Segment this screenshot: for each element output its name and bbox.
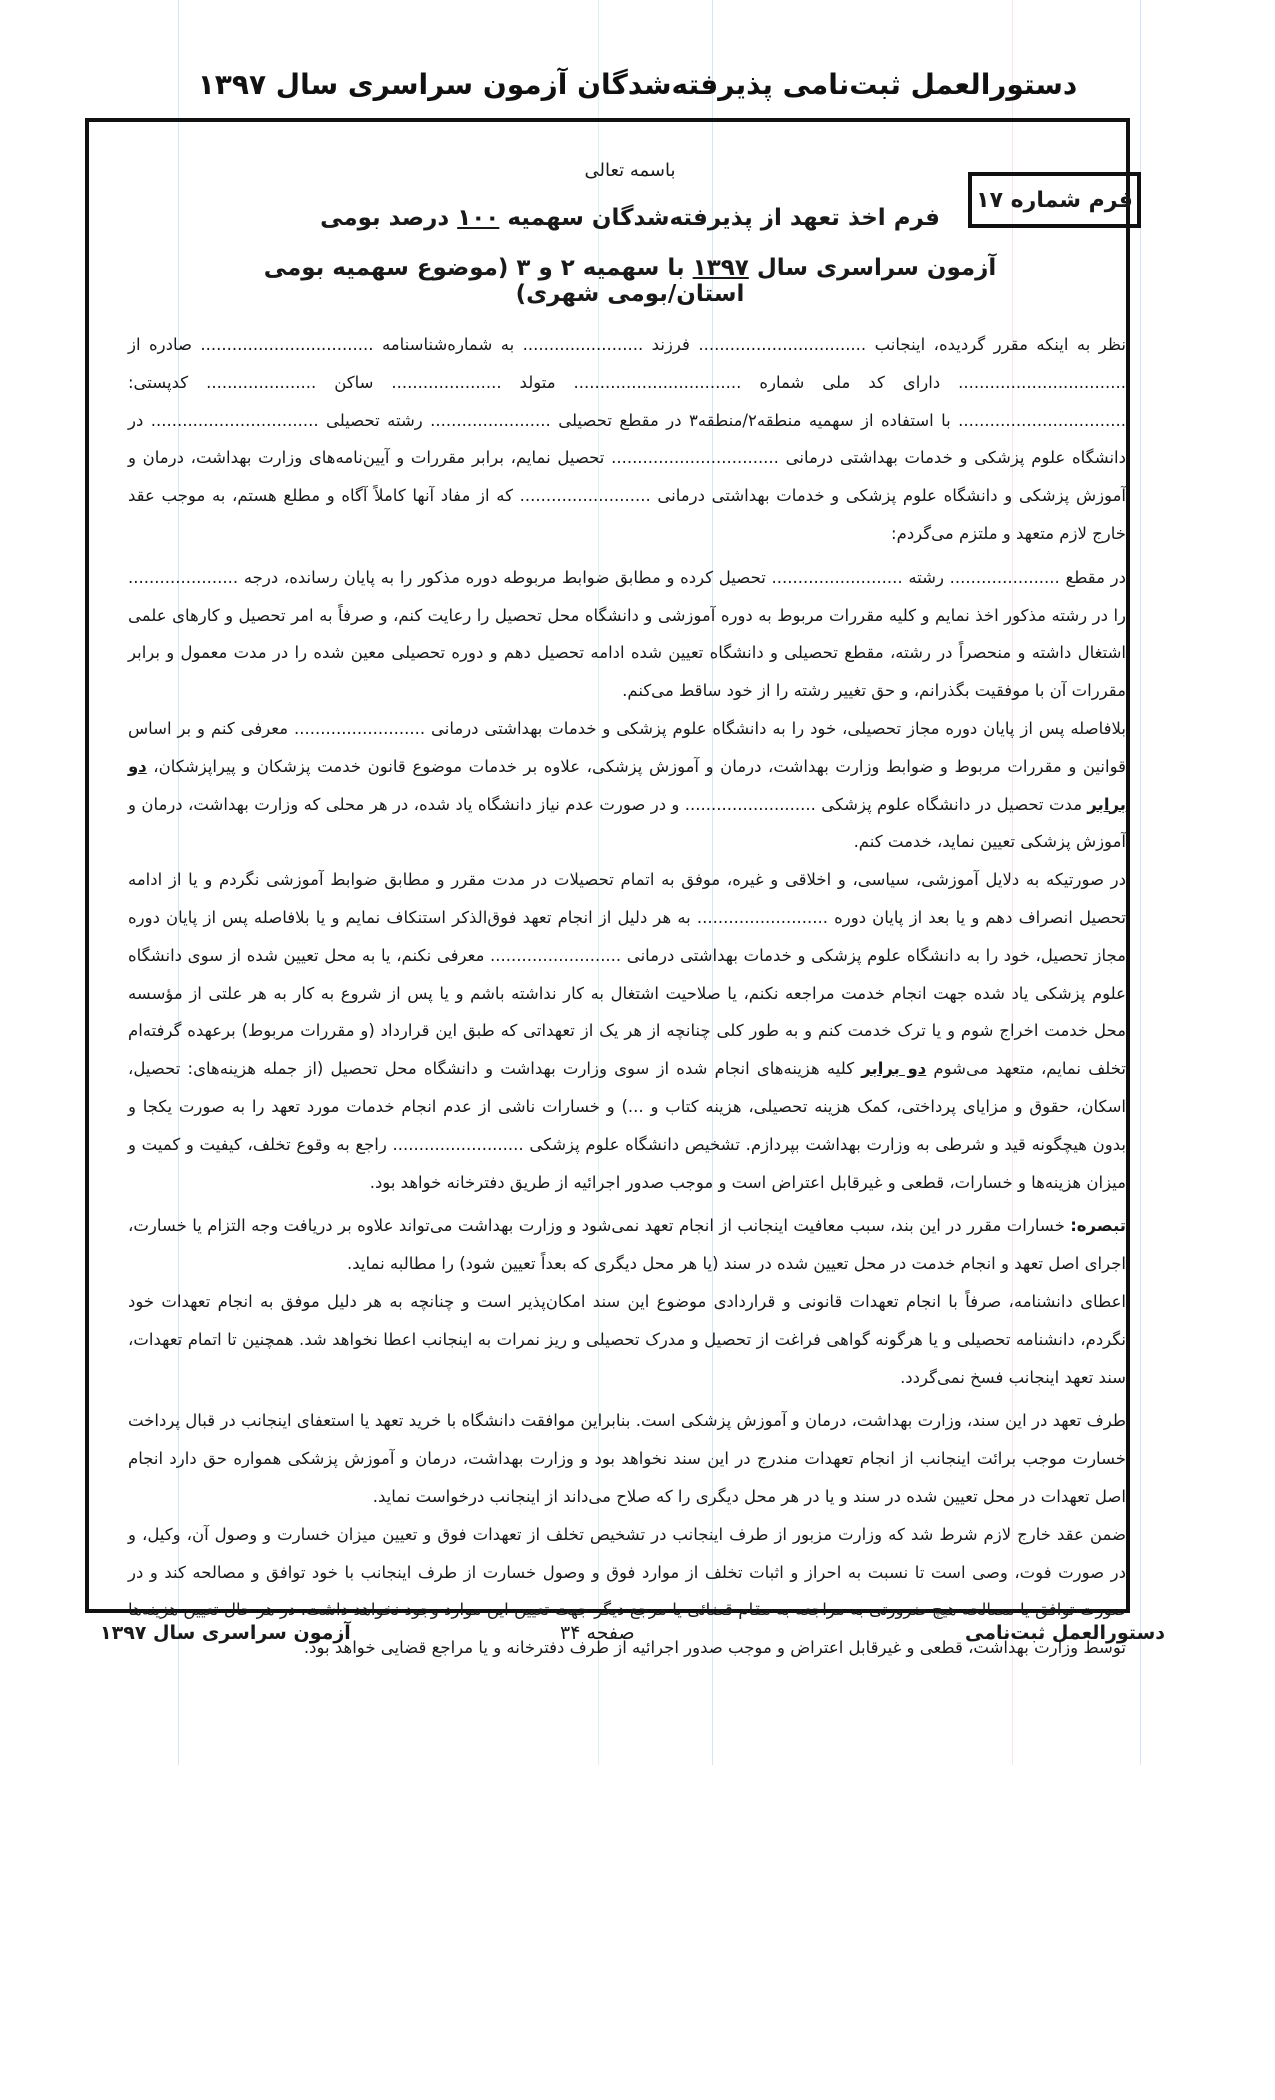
paragraph-violation-pre: در صورتیکه به دلایل آموزشی، سیاسی، و اخلاقی و غیره، موفق به اتمام تحصیلات در مدت مقرر و مطابق ضوابط آموزشی نگردم و یا از ادامه تحصیل انصراف دهم و یا بعد از پایان دوره ......................... به هر دلیل از انجام تعهد فوق‌الذکر استنکاف نمایم و یا بلافاصله پس از پایان دوره مجاز تحصیل، خود را به دانشگاه علوم پزشکی و خدمات بهداشتی درمانی ......................... معرفی نکنم، یا به محل تعیین شده از سوی دانشگاه علوم پزشکی یاد شده جهت انجام خدمت مراجعه نکنم، یا صلاحیت اشتغال به کار نداشته باشم و یا پس از شروع به کار به هر علتی از مؤسسه محل خدمت اخراج شوم و یا ترک خدمت کنم و به طور کلی چنانچه از هر یک از تعهداتی که طبق این قرارداد (و مقررات مربوط) برعهده گرفته‌ام تخلف نمایم، متعهد می‌شوم: [128, 870, 1126, 1079]
paragraph-violation: [128, 861, 1126, 1201]
form-title-pre: فرم اخذ تعهد از پذیرفته‌شدگان سهمیه: [499, 205, 940, 231]
paragraph-service-pre: بلافاصله پس از پایان دوره مجاز تحصیلی، خود را به دانشگاه علوم پزشکی و خدمات بهداشتی درمانی ......................... معرفی کنم و بر اساس قوانین و مقررات مربوط و ضوابط وزارت بهداشت، درمان و آموزش پزشکی، علاوه بر خدمات موضوع قانون خدمت پزشکان و پیراپزشکان،: [128, 718, 1126, 776]
paragraph-note: [128, 1207, 1126, 1283]
note-text: خسارات مقرر در این بند، سبب معافیت اینجانب از انجام تعهد نمی‌شود و وزارت بهداشت می‌تواند علاوه بر دریافت وجه التزام یا خسارت، اجرای اصل تعهد و انجام خدمت در محل تعیین شده در سند (یا هر محل دیگری که بعداً تعیین شود) را مطالبه نماید.: [128, 1216, 1126, 1274]
page-title: دستورالعمل ثبت‌نامی پذیرفته‌شدگان آزمون سراسری سال ۱۳۹۷: [197, 68, 1078, 101]
paragraph-service: [128, 710, 1126, 861]
paragraph-diploma: اعطای دانشنامه، صرفاً با انجام تعهدات قانونی و قراردادی موضوع این سند امکان‌پذیر است و چنانچه به هر دلیل موفق به انجام تعهدات خود نگردم، دانشنامه تحصیلی و یا هرگونه گواهی فراغت از تحصیل و مدرک تحصیلی و ریز نمرات به اینجانب اعطا نخواهد شد. همچنین تا اتمام تعهدات، سند تعهد اینجانب فسخ نمی‌گردد.: [128, 1291, 1126, 1387]
scan-artifact-line: [1140, 0, 1141, 1765]
double-cost-emphasis: دو برابر: [861, 1059, 927, 1079]
form-number-label: فرم شماره ۱۷: [976, 187, 1133, 213]
paragraph-violation-post: کلیه هزینه‌های انجام شده از سوی وزارت بهداشت و دانشگاه محل تحصیل (از جمله هزینه‌های: تحصیل، اسکان، حقوق و مزایای پرداختی، کمک هزینه تحصیلی، هزینه کتاب و ...) و خسارات ناشی از عدم انجام خدمات مورد تعهد را به صورت یکجا و بدون هیچگونه قید و شرطی به وزارت بهداشت بپردازم. تشخیص دانشگاه علوم پزشکی ......................... راجع به وقوع تخلف، کیفیت و کمیت و میزان هزینه‌ها و خسارات، قطعی و غیرقابل اعتراض است و موجب صدور اجرائیه از طریق دفترخانه خواهد بود.: [128, 1059, 1126, 1192]
form-subtitle-pre: آزمون سراسری سال: [748, 255, 997, 281]
form-title: [230, 205, 1030, 231]
note-label: تبصره:: [1070, 1216, 1126, 1236]
form-subtitle-year: ۱۳۹۷: [692, 255, 749, 281]
paragraph-party: طرف تعهد در این سند، وزارت بهداشت، درمان و آموزش پزشکی است. بنابراین موافقت دانشگاه با خرید تعهد یا استعفای اینجانب در قبال پرداخت خسارت موجب برائت اینجانب از انجام تعهدات مندرج در این سند نخواهد بود و وزارت بهداشت، درمان و آموزش پزشکی همواره حق دارد انجام اصل تعهدات در محل تعیین شده در سند و یا در هر محل دیگری را که صلاح می‌داند از اینجانب درخواست نماید.: [128, 1411, 1126, 1506]
paragraph-intro: نظر به اینکه مقرر گردیده، اینجانب ................................ فرزند ....................... به شماره‌شناسنامه ................................. صادره از ................................ دارای کد ملی شماره ................................ متولد ..................... ساکن ..................... کدپستی: ................................ با استفاده از سهمیه منطقه۲/منطقه۳ در مقطع تحصیلی ....................... رشته تحصیلی ................................ در دانشگاه علوم پزشکی و خدمات بهداشتی درمانی ................................ تحصیل نمایم، برابر مقررات و آیین‌نامه‌های وزارت بهداشت، درمان و آموزش پزشکی و دانشگاه علوم پزشکی و خدمات بهداشتی درمانی ......................... که از مفاد آنها کاملاً آگاه و مطلع هستم، به موجب عقد خارج لازم متعهد و ملتزم می‌گردم:: [128, 335, 1127, 543]
footer-page-number: صفحه ۳۴: [560, 1622, 635, 1644]
footer-right-label: دستورالعمل ثبت‌نامی: [965, 1622, 1165, 1644]
paragraph-study: در مقطع ..................... رشته ......................... تحصیل کرده و مطابق ضوابط مربوطه دوره مذکور را به پایان رسانده، درجه ..................... را در رشته مذکور اخذ نمایم و کلیه مقررات مربوط به دوره آموزشی و دانشگاه محل تحصیل را رعایت کنم، و صرفاً به امر تحصیل و کارهای علمی اشتغال داشته و منحصراً در رشته، مقطع تحصیلی و دانشگاه تعیین شده ادامه تحصیل دهم و دوره تحصیلی معین شده را در مدت معمول و برابر مقررات آن با موفقیت بگذرانم، و حق تغییر رشته را از خود ساقط می‌کنم.: [128, 567, 1126, 701]
form-subtitle-post: با سهمیه ۲ و ۳ (موضوع سهمیه بومی استان/بومی شهری): [263, 255, 745, 307]
form-title-post: درصد بومی: [320, 205, 458, 231]
paragraph-agency: ضمن عقد خارج لازم شرط شد که وزارت مزبور از طرف اینجانب در تشخیص تخلف از تعهدات فوق و تعیین میزان خسارت و وصول آن، وکیل، و در صورت فوت، وصی است تا نسبت به احراز و اثبات تخلف از موارد فوق و وصول خسارت از طرف اینجانب با خود توافق و مصالحه کند و در صورت توافق یا مصالحه هیچ ضرورتی به مراجعه به مقام قضائی یا مرجع دیگر جهت تعیین این موارد وجود نخواهد داشت. در هر حال تعیین هزینه‌ها توسط وزارت بهداشت، قطعی و غیرقابل اعتراض و موجب صدور اجرائیه از طرف دفترخانه و یا مراجع قضایی خواهد بود.: [128, 1524, 1126, 1658]
footer-left-label: آزمون سراسری سال ۱۳۹۷: [100, 1622, 351, 1644]
bismillah: باسمه تعالی: [584, 160, 676, 181]
form-subtitle: [230, 255, 1030, 307]
form-title-number: ۱۰۰: [457, 205, 500, 231]
paragraph-service-post: مدت تحصیل در دانشگاه علوم پزشکی ......................... و در صورت عدم نیاز دانشگاه یاد شده، در هر محلی که وزارت بهداشت، درمان و آموزش پزشکی تعیین نماید، خدمت کنم.: [128, 794, 1126, 852]
double-term-emphasis: دو برابر: [128, 756, 1126, 814]
